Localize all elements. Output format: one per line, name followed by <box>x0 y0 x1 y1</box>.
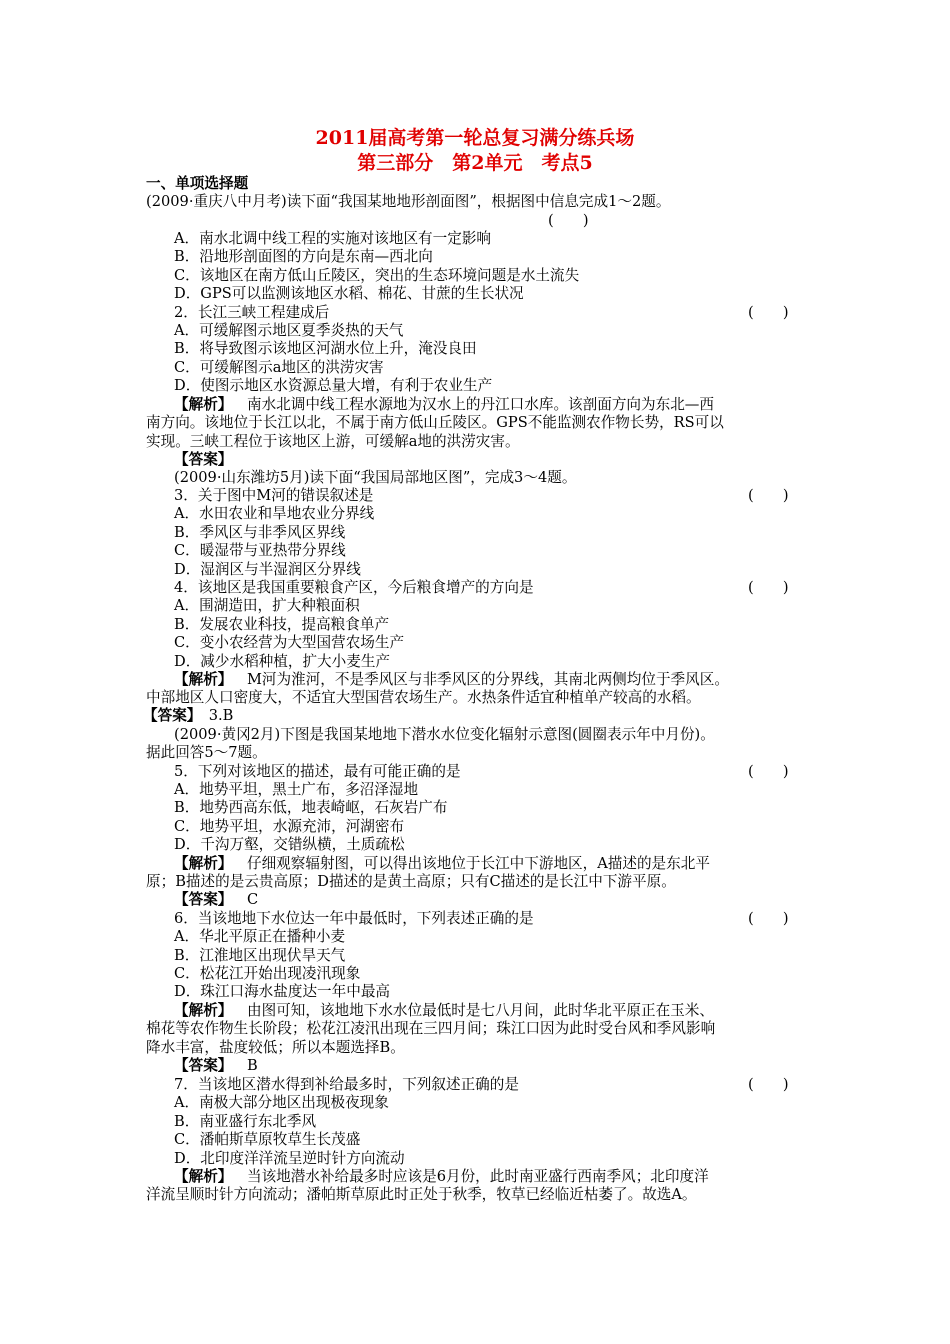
q7-stem: 7．当该地区潜水得到补给最多时，下列叙述正确的是 <box>174 1076 519 1093</box>
answer-label: 【答案】 <box>143 707 195 724</box>
q5-stem: 5．下列对该地区的描述，最有可能正确的是 <box>174 763 461 780</box>
q7-option-c: C．潘帕斯草原牧草生长茂盛 <box>174 1131 361 1148</box>
q6-option-c: C．松花江开始出现凌汛现象 <box>174 965 361 982</box>
q7-option-b: B．南亚盛行东北季风 <box>174 1113 317 1130</box>
q5-option-b: B．地势西高东低，地表崎岖，石灰岩广布 <box>174 799 448 816</box>
explanation-label: 【解析】 <box>174 1002 226 1019</box>
explanation-label: 【解析】 <box>174 1168 226 1185</box>
intro-q3-4: (2009·山东潍坊5月)读下面“我国局部地区图”，完成3～4题。 <box>174 469 577 486</box>
q6-option-d: D．珠江口海水盐度达一年中最高 <box>174 983 391 1000</box>
q4-stem: 4．该地区是我国重要粮食产区，今后粮食增产的方向是 <box>174 579 534 596</box>
explanation-q3-4-line1 <box>174 670 729 689</box>
q2-option-a: A．可缓解图示地区夏季炎热的天气 <box>174 322 404 339</box>
q5-option-c: C．地势平坦，水源充沛，河湖密布 <box>174 818 405 835</box>
answer-paren-q7: ( ) <box>748 1076 789 1093</box>
explanation-label: 【解析】 <box>174 396 226 413</box>
answer-value: B <box>246 1057 258 1074</box>
explanation-q1-2-line1 <box>174 395 714 414</box>
q5-option-d: D．千沟万壑，交错纵横，土质疏松 <box>174 836 405 853</box>
q3-stem: 3．关于图中M河的错误叙述是 <box>174 487 374 504</box>
document-subtitle: 第三部分 第2单元 考点5 <box>357 152 593 174</box>
explanation-q7-line2: 洋流呈顺时针方向流动；潘帕斯草原此时正处于秋季，牧草已经临近枯萎了。故选A。 <box>146 1186 697 1203</box>
explanation-q1-2-line3: 实现。三峡工程位于该地区上游，可缓解a地的洪涝灾害。 <box>146 433 520 450</box>
explanation-text: M河为淮河，不是季风区与非季风区的分界线，其南北两侧均位于季风区。 <box>246 671 729 688</box>
q7-option-d: D．北印度洋洋流呈逆时针方向流动 <box>174 1150 405 1167</box>
answer-value: C <box>246 891 259 908</box>
explanation-q3-4-line2: 中部地区人口密度大，不适宜大型国营农场生产。水热条件适宜种植单产较高的水稻。 <box>146 689 701 706</box>
explanation-text: 仔细观察辐射图，可以得出该地位于长江中下游地区，A描述的是东北平 <box>246 855 710 872</box>
q1-option-c: C．该地区在南方低山丘陵区，突出的生态环境问题是水土流失 <box>174 267 580 284</box>
q2-stem: 2．长江三峡工程建成后 <box>174 304 330 321</box>
answer-paren-q4: ( ) <box>748 579 789 596</box>
document-title: 2011届高考第一轮总复习满分练兵场 <box>315 127 635 149</box>
q4-option-b: B．发展农业科技，提高粮食单产 <box>174 616 390 633</box>
answer-q3-4 <box>143 706 233 725</box>
q4-option-d: D．减少水稻种植，扩大小麦生产 <box>174 653 391 670</box>
explanation-text: 南水北调中线工程水源地为汉水上的丹江口水库。该剖面方向为东北—西 <box>246 396 714 413</box>
explanation-q6-line3: 降水丰富，盐度较低；所以本题选择B。 <box>146 1039 405 1056</box>
q2-option-b: B．将导致图示该地区河湖水位上升，淹没良田 <box>174 340 477 357</box>
intro-q5-7-line2: 据此回答5～7题。 <box>146 744 267 761</box>
explanation-q7-line1 <box>174 1167 709 1186</box>
q3-option-b: B．季风区与非季风区界线 <box>174 524 346 541</box>
q2-option-c: C．可缓解图示a地区的洪涝灾害 <box>174 359 384 376</box>
q7-option-a: A．南极大部分地区出现极夜现象 <box>174 1094 389 1111</box>
answer-q5 <box>174 890 258 909</box>
explanation-q6-line1 <box>174 1001 714 1020</box>
q6-option-b: B．江淮地区出现伏旱天气 <box>174 947 346 964</box>
intro-q1-2: (2009·重庆八中月考)读下面“我国某地地形剖面图”，根据图中信息完成1～2题。 <box>146 193 671 210</box>
q6-option-a: A．华北平原正在播种小麦 <box>174 928 346 945</box>
q1-option-a: A．南水北调中线工程的实施对该地区有一定影响 <box>174 230 492 247</box>
q1-option-b: B．沿地形剖面图的方向是东南—西北向 <box>174 248 433 265</box>
q6-stem: 6．当该地地下水位达一年中最低时，下列表述正确的是 <box>174 910 534 927</box>
q3-option-c: C．暖湿带与亚热带分界线 <box>174 542 346 559</box>
answer-q6 <box>174 1056 258 1075</box>
explanation-label: 【解析】 <box>174 671 226 688</box>
answer-q1-2 <box>174 450 232 469</box>
q1-option-d: D．GPS可以监测该地区水稻、棉花、甘蔗的生长状况 <box>174 285 524 302</box>
section-heading: 一、单项选择题 <box>146 175 249 192</box>
explanation-q5-line2: 原；B描述的是云贵高原；D描述的是黄土高原；只有C描述的是长江中下游平原。 <box>146 873 676 890</box>
q4-option-c: C．变小农经营为大型国营农场生产 <box>174 634 405 651</box>
answer-label: 【答案】 <box>174 1057 233 1074</box>
q2-option-d: D．使图示地区水资源总量大增，有利于农业生产 <box>174 377 493 394</box>
answer-paren-q1: ( ) <box>548 212 589 229</box>
q4-option-a: A．围湖造田，扩大种粮面积 <box>174 597 360 614</box>
intro-q5-7-line1: (2009·黄冈2月)下图是我国某地地下潜水水位变化辐射示意图(圆圈表示年中月份)。 <box>174 726 715 743</box>
answer-paren-q5: ( ) <box>748 763 789 780</box>
answer-value: 3.B <box>208 707 234 724</box>
q3-option-a: A．水田农业和旱地农业分界线 <box>174 505 375 522</box>
explanation-q6-line2: 棉花等农作物生长阶段；松花江凌汛出现在三四月间；珠江口因为此时受台风和季风影响 <box>146 1020 716 1037</box>
explanation-q5-line1 <box>174 854 710 873</box>
q3-option-d: D．湿润区与半湿润区分界线 <box>174 561 361 578</box>
answer-paren-q2: ( ) <box>748 304 789 321</box>
explanation-text: 由图可知，该地地下水水位最低时是七八月间，此时华北平原正在玉米、 <box>246 1002 714 1019</box>
explanation-text: 当该地潜水补给最多时应该是6月份，此时南亚盛行西南季风；北印度洋 <box>246 1168 709 1185</box>
answer-label: 【答案】 <box>174 451 233 468</box>
answer-paren-q6: ( ) <box>748 910 789 927</box>
answer-paren-q3: ( ) <box>748 487 789 504</box>
answer-label: 【答案】 <box>174 891 233 908</box>
q5-option-a: A．地势平坦，黑土广布，多沼泽湿地 <box>174 781 419 798</box>
explanation-q1-2-line2: 南方向。该地位于长江以北，不属于南方低山丘陵区。GPS不能监测农作物长势，RS可以 <box>146 414 724 431</box>
explanation-label: 【解析】 <box>174 855 226 872</box>
